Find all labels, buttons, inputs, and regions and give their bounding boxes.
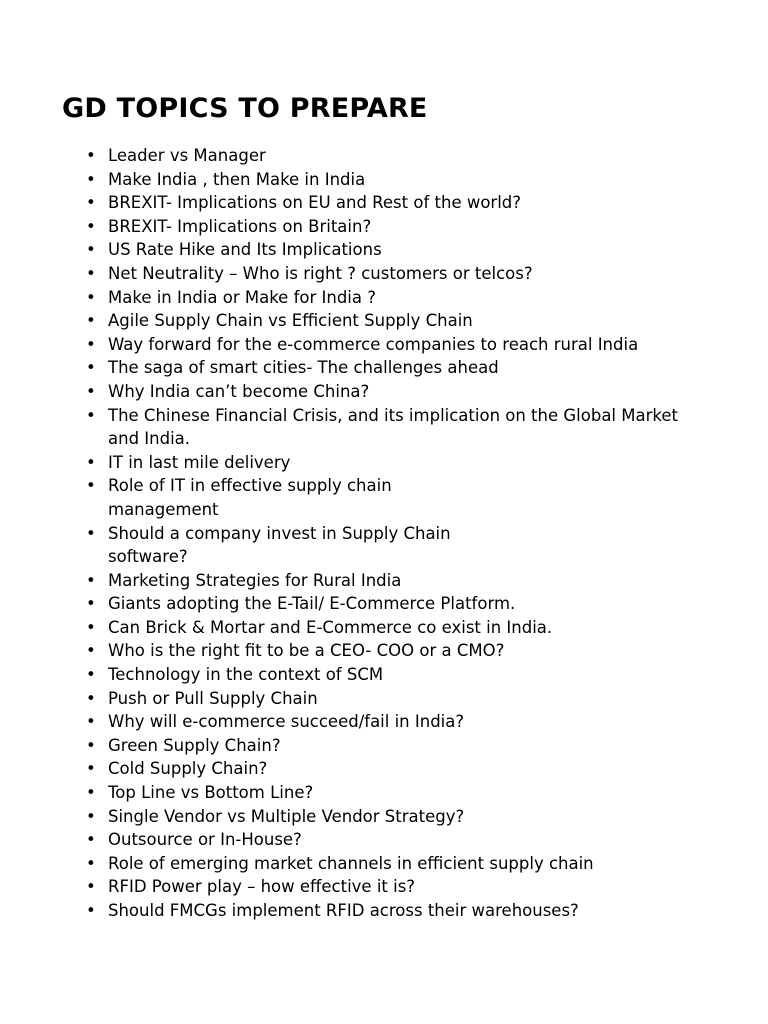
topic-item — [0, 333, 678, 357]
topic-text: Single Vendor vs Multiple Vendor Strategy? — [108, 806, 465, 826]
bullet-icon: • — [86, 405, 96, 425]
bullet-icon: • — [86, 146, 96, 165]
bullet-icon: • — [86, 381, 96, 401]
bullet-icon: • — [86, 735, 96, 755]
bullet-icon: • — [86, 665, 96, 685]
topic-text: RFID Power play – how effective it is? — [108, 877, 416, 897]
topic-item — [0, 852, 678, 876]
bullet-icon: • — [86, 901, 96, 920]
topic-text: Green Supply Chain? — [108, 735, 281, 755]
bullet-icon: • — [86, 216, 96, 236]
bullet-icon: • — [86, 263, 96, 283]
bullet-icon: • — [86, 853, 96, 873]
topic-item — [0, 474, 678, 521]
topic-text: Technology in the context of SCM — [108, 665, 384, 685]
topic-text: Marketing Strategies for Rural India — [108, 570, 402, 590]
bullet-icon: • — [86, 287, 96, 307]
topic-item — [0, 309, 678, 333]
topic-text: Can Brick & Mortar and E-Commerce co exist in India. — [108, 617, 553, 637]
topic-item — [0, 380, 678, 404]
bullet-icon: • — [86, 806, 96, 826]
topic-text: The saga of smart cities- The challenges ahead — [108, 358, 499, 378]
topic-text: Role of IT in effective supply chain — [108, 476, 392, 496]
topic-item — [0, 569, 678, 593]
topic-text: Why will e-commerce succeed/fail in India? — [108, 712, 465, 732]
topic-item — [0, 451, 678, 475]
topic-item — [0, 687, 678, 711]
bullet-icon: • — [86, 641, 96, 661]
topic-text: Leader vs Manager — [108, 146, 266, 165]
bullet-icon: • — [86, 688, 96, 708]
topic-text: software? — [108, 547, 188, 567]
bullet-icon: • — [86, 452, 96, 472]
topic-item — [0, 663, 678, 687]
topic-item — [0, 805, 678, 829]
topic-text: Make in India or Make for India ? — [108, 287, 376, 307]
page-title: GD TOPICS TO PREPARE — [62, 93, 428, 124]
topic-item — [0, 828, 678, 852]
topic-item — [0, 215, 678, 239]
bullet-icon: • — [86, 712, 96, 732]
bullet-icon: • — [86, 594, 96, 614]
topic-item — [0, 757, 678, 781]
topic-text: US Rate Hike and Its Implications — [108, 240, 382, 260]
topic-text: Outsource or In-House? — [108, 830, 302, 850]
topic-text: The Chinese Financial Crisis, and its implication on the Global Market — [108, 405, 678, 425]
bullet-icon: • — [86, 830, 96, 850]
bullet-icon: • — [86, 193, 96, 213]
bullet-icon: • — [86, 523, 96, 543]
topic-text: Who is the right fit to be a CEO- COO or a CMO? — [108, 641, 505, 661]
topic-text: and India. — [108, 429, 191, 449]
topic-text: Should a company invest in Supply Chain — [108, 523, 451, 543]
topic-item — [0, 286, 678, 310]
topic-text: Net Neutrality – Who is right ? customers or telcos? — [108, 263, 533, 283]
topic-text: Agile Supply Chain vs Efficient Supply Chain — [108, 311, 473, 331]
topic-item — [0, 404, 678, 451]
topic-item — [0, 592, 678, 616]
bullet-icon: • — [86, 617, 96, 637]
topic-item — [0, 781, 678, 805]
topic-text: management — [108, 499, 219, 519]
topic-text: Should FMCGs implement RFID across their warehouses? — [108, 901, 579, 920]
topic-text: Push or Pull Supply Chain — [108, 688, 318, 708]
topic-item — [0, 616, 678, 640]
topic-text: Make India , then Make in India — [108, 169, 366, 189]
topic-item — [0, 522, 678, 569]
topic-text: Role of emerging market channels in efficient supply chain — [108, 853, 594, 873]
bullet-icon: • — [86, 570, 96, 590]
topic-item — [0, 262, 678, 286]
topic-text: Cold Supply Chain? — [108, 759, 268, 779]
topic-text: Way forward for the e-commerce companies to reach rural India — [108, 334, 639, 354]
topic-item — [0, 710, 678, 734]
bullet-icon: • — [86, 476, 96, 496]
topic-text: Why India can’t become China? — [108, 381, 370, 401]
bullet-icon: • — [86, 311, 96, 331]
bullet-icon: • — [86, 169, 96, 189]
bullet-icon: • — [86, 334, 96, 354]
topic-text: BREXIT- Implications on EU and Rest of the world? — [108, 193, 522, 213]
bullet-icon: • — [86, 783, 96, 803]
topic-list — [0, 144, 678, 923]
topic-item — [0, 191, 678, 215]
bullet-icon: • — [86, 877, 96, 897]
topic-item — [0, 639, 678, 663]
topic-text: Giants adopting the E-Tail/ E-Commerce Platform. — [108, 594, 516, 614]
bullet-icon: • — [86, 240, 96, 260]
topic-item — [0, 734, 678, 758]
topic-item — [0, 168, 678, 192]
topic-item — [0, 899, 678, 923]
topic-item — [0, 238, 678, 262]
topic-item — [0, 875, 678, 899]
topic-text: IT in last mile delivery — [108, 452, 291, 472]
bullet-icon: • — [86, 759, 96, 779]
topic-text: BREXIT- Implications on Britain? — [108, 216, 372, 236]
topic-text: Top Line vs Bottom Line? — [108, 783, 314, 803]
bullet-icon: • — [86, 358, 96, 378]
topic-item — [0, 144, 678, 168]
topic-item — [0, 356, 678, 380]
